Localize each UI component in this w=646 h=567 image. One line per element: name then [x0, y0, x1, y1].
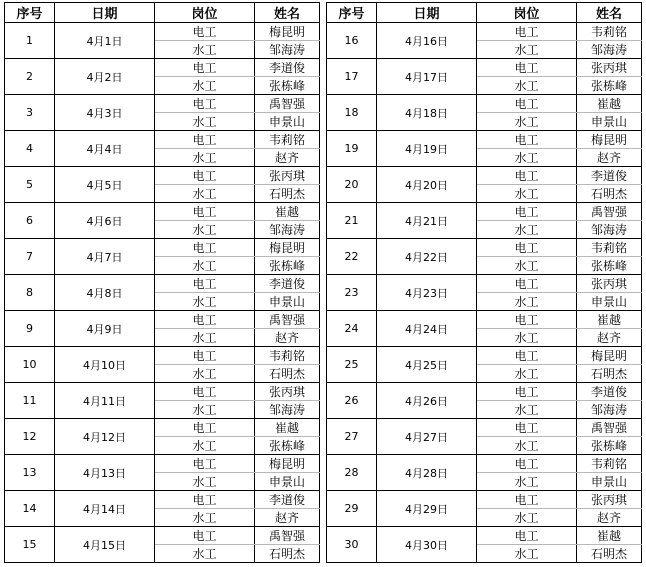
duty-person: 韦莉铭 [577, 23, 642, 41]
table-row [5, 455, 320, 473]
table-row [327, 347, 642, 365]
duty-post: 电工 [477, 167, 577, 185]
table-row [327, 131, 642, 149]
duty-post: 电工 [155, 527, 255, 545]
table-row [5, 347, 320, 365]
duty-post: 电工 [477, 491, 577, 509]
day-number: 26 [327, 383, 377, 419]
duty-person: 崔越 [255, 419, 320, 437]
duty-post: 电工 [155, 491, 255, 509]
duty-person: 申景山 [255, 293, 320, 311]
duty-person: 李道俊 [577, 167, 642, 185]
table-row [5, 311, 320, 329]
day-number: 25 [327, 347, 377, 383]
duty-post: 水工 [477, 41, 577, 59]
duty-post: 水工 [155, 329, 255, 347]
duty-post: 电工 [155, 419, 255, 437]
duty-person: 石明杰 [255, 185, 320, 203]
duty-person: 梅昆明 [255, 455, 320, 473]
duty-post: 电工 [155, 455, 255, 473]
duty-post: 电工 [477, 455, 577, 473]
duty-post: 电工 [155, 203, 255, 221]
duty-person: 申景山 [255, 473, 320, 491]
day-number: 9 [5, 311, 55, 347]
duty-person: 赵齐 [255, 329, 320, 347]
duty-roster-table-left [4, 2, 320, 563]
duty-date: 4月4日 [55, 131, 155, 167]
duty-person: 赵齐 [577, 329, 642, 347]
table-row [5, 419, 320, 437]
day-number: 29 [327, 491, 377, 527]
duty-date: 4月14日 [55, 491, 155, 527]
day-number: 20 [327, 167, 377, 203]
day-number: 23 [327, 275, 377, 311]
duty-post: 电工 [155, 347, 255, 365]
table-row [327, 419, 642, 437]
duty-post: 电工 [477, 275, 577, 293]
duty-person: 张栋峰 [577, 257, 642, 275]
duty-person: 邹海涛 [255, 41, 320, 59]
duty-person: 梅昆明 [255, 239, 320, 257]
day-number: 6 [5, 203, 55, 239]
header-name: 姓名 [255, 3, 320, 23]
duty-post: 水工 [155, 77, 255, 95]
duty-post: 水工 [477, 401, 577, 419]
duty-post: 水工 [477, 77, 577, 95]
duty-post: 电工 [155, 275, 255, 293]
header-name: 姓名 [577, 3, 642, 23]
duty-date: 4月21日 [377, 203, 477, 239]
roster-body [5, 23, 320, 563]
day-number: 27 [327, 419, 377, 455]
duty-post: 电工 [155, 383, 255, 401]
duty-post: 电工 [155, 311, 255, 329]
day-number: 19 [327, 131, 377, 167]
day-number: 24 [327, 311, 377, 347]
duty-person: 崔越 [577, 311, 642, 329]
duty-person: 邹海涛 [577, 221, 642, 239]
duty-person: 张丙琪 [577, 59, 642, 77]
table-row [5, 527, 320, 545]
duty-person: 石明杰 [255, 365, 320, 383]
duty-person: 禹智强 [255, 95, 320, 113]
table-row [5, 59, 320, 77]
duty-post: 电工 [477, 131, 577, 149]
duty-person: 石明杰 [577, 185, 642, 203]
day-number: 3 [5, 95, 55, 131]
duty-person: 邹海涛 [577, 401, 642, 419]
day-number: 1 [5, 23, 55, 59]
duty-person: 韦莉铭 [255, 347, 320, 365]
duty-person: 李道俊 [577, 383, 642, 401]
duty-date: 4月30日 [377, 527, 477, 563]
duty-post: 水工 [477, 149, 577, 167]
table-row [327, 239, 642, 257]
duty-person: 崔越 [577, 95, 642, 113]
duty-person: 韦莉铭 [577, 455, 642, 473]
table-row [327, 203, 642, 221]
duty-post: 电工 [477, 203, 577, 221]
table-row [327, 455, 642, 473]
duty-person: 张栋峰 [255, 77, 320, 95]
duty-post: 电工 [477, 347, 577, 365]
duty-date: 4月23日 [377, 275, 477, 311]
duty-date: 4月19日 [377, 131, 477, 167]
duty-post: 电工 [477, 311, 577, 329]
duty-post: 电工 [477, 383, 577, 401]
duty-person: 张栋峰 [577, 77, 642, 95]
duty-post: 水工 [477, 257, 577, 275]
duty-date: 4月28日 [377, 455, 477, 491]
duty-person: 李道俊 [255, 275, 320, 293]
table-row [5, 203, 320, 221]
day-number: 11 [5, 383, 55, 419]
duty-post: 水工 [155, 437, 255, 455]
duty-post: 电工 [155, 239, 255, 257]
duty-post: 电工 [477, 239, 577, 257]
duty-date: 4月13日 [55, 455, 155, 491]
duty-date: 4月27日 [377, 419, 477, 455]
duty-post: 水工 [477, 473, 577, 491]
duty-person: 邹海涛 [255, 221, 320, 239]
duty-person: 申景山 [577, 473, 642, 491]
table-row [5, 239, 320, 257]
duty-roster-table-right [326, 2, 642, 563]
table-row [5, 383, 320, 401]
day-number: 14 [5, 491, 55, 527]
duty-post: 水工 [155, 185, 255, 203]
duty-date: 4月17日 [377, 59, 477, 95]
day-number: 28 [327, 455, 377, 491]
duty-post: 电工 [155, 167, 255, 185]
duty-post: 电工 [155, 95, 255, 113]
duty-post: 水工 [155, 473, 255, 491]
duty-post: 水工 [477, 113, 577, 131]
roster-body [327, 23, 642, 563]
header-no: 序号 [327, 3, 377, 23]
duty-post: 水工 [477, 509, 577, 527]
day-number: 10 [5, 347, 55, 383]
duty-person: 禹智强 [577, 203, 642, 221]
duty-person: 赵齐 [255, 149, 320, 167]
header-post: 岗位 [155, 3, 255, 23]
day-number: 15 [5, 527, 55, 563]
duty-post: 水工 [155, 509, 255, 527]
table-row [5, 275, 320, 293]
duty-person: 张栋峰 [255, 257, 320, 275]
table-row [327, 527, 642, 545]
duty-date: 4月20日 [377, 167, 477, 203]
duty-person: 赵齐 [577, 509, 642, 527]
duty-post: 电工 [477, 95, 577, 113]
header-date: 日期 [55, 3, 155, 23]
duty-post: 电工 [477, 59, 577, 77]
day-number: 30 [327, 527, 377, 563]
day-number: 5 [5, 167, 55, 203]
duty-person: 赵齐 [577, 149, 642, 167]
duty-person: 石明杰 [255, 545, 320, 563]
table-row [327, 311, 642, 329]
duty-post: 水工 [155, 365, 255, 383]
duty-person: 张丙琪 [255, 383, 320, 401]
day-number: 12 [5, 419, 55, 455]
day-number: 18 [327, 95, 377, 131]
duty-person: 张栋峰 [255, 437, 320, 455]
duty-date: 4月25日 [377, 347, 477, 383]
duty-post: 电工 [477, 419, 577, 437]
duty-post: 电工 [477, 23, 577, 41]
duty-person: 张丙琪 [255, 167, 320, 185]
duty-post: 水工 [155, 41, 255, 59]
duty-date: 4月8日 [55, 275, 155, 311]
duty-date: 4月22日 [377, 239, 477, 275]
table-row [5, 23, 320, 41]
duty-person: 邹海涛 [577, 41, 642, 59]
duty-date: 4月15日 [55, 527, 155, 563]
table-row [327, 95, 642, 113]
duty-post: 水工 [155, 221, 255, 239]
day-number: 17 [327, 59, 377, 95]
table-row [327, 275, 642, 293]
duty-post: 水工 [155, 545, 255, 563]
duty-date: 4月26日 [377, 383, 477, 419]
duty-person: 崔越 [255, 203, 320, 221]
duty-post: 水工 [155, 149, 255, 167]
duty-post: 水工 [155, 401, 255, 419]
duty-person: 申景山 [255, 113, 320, 131]
duty-date: 4月10日 [55, 347, 155, 383]
duty-person: 张栋峰 [577, 437, 642, 455]
duty-person: 申景山 [577, 293, 642, 311]
header-row [5, 3, 320, 23]
duty-person: 李道俊 [255, 59, 320, 77]
day-number: 7 [5, 239, 55, 275]
day-number: 4 [5, 131, 55, 167]
duty-post: 电工 [477, 527, 577, 545]
day-number: 2 [5, 59, 55, 95]
duty-date: 4月3日 [55, 95, 155, 131]
duty-post: 电工 [155, 131, 255, 149]
duty-post: 水工 [477, 185, 577, 203]
header-no: 序号 [5, 3, 55, 23]
duty-person: 韦莉铭 [577, 239, 642, 257]
duty-person: 禹智强 [255, 527, 320, 545]
table-row [327, 59, 642, 77]
duty-person: 张丙琪 [577, 491, 642, 509]
duty-person: 张丙琪 [577, 275, 642, 293]
table-row [5, 95, 320, 113]
duty-post: 水工 [155, 257, 255, 275]
duty-date: 4月24日 [377, 311, 477, 347]
duty-person: 崔越 [577, 527, 642, 545]
duty-person: 梅昆明 [577, 347, 642, 365]
table-row [5, 491, 320, 509]
day-number: 16 [327, 23, 377, 59]
duty-date: 4月1日 [55, 23, 155, 59]
duty-date: 4月7日 [55, 239, 155, 275]
day-number: 13 [5, 455, 55, 491]
header-post: 岗位 [477, 3, 577, 23]
duty-date: 4月5日 [55, 167, 155, 203]
duty-post: 水工 [477, 365, 577, 383]
duty-person: 禹智强 [577, 419, 642, 437]
table-row [327, 491, 642, 509]
duty-person: 石明杰 [577, 545, 642, 563]
duty-person: 禹智强 [255, 311, 320, 329]
duty-person: 梅昆明 [577, 131, 642, 149]
duty-person: 石明杰 [577, 365, 642, 383]
day-number: 22 [327, 239, 377, 275]
duty-person: 赵齐 [255, 509, 320, 527]
duty-date: 4月11日 [55, 383, 155, 419]
duty-date: 4月29日 [377, 491, 477, 527]
table-row [327, 167, 642, 185]
duty-post: 电工 [155, 23, 255, 41]
duty-post: 水工 [155, 293, 255, 311]
duty-post: 水工 [155, 113, 255, 131]
day-number: 21 [327, 203, 377, 239]
table-row [327, 383, 642, 401]
duty-post: 水工 [477, 221, 577, 239]
duty-person: 梅昆明 [255, 23, 320, 41]
duty-date: 4月2日 [55, 59, 155, 95]
day-number: 8 [5, 275, 55, 311]
duty-person: 韦莉铭 [255, 131, 320, 149]
duty-date: 4月6日 [55, 203, 155, 239]
duty-date: 4月16日 [377, 23, 477, 59]
duty-date: 4月12日 [55, 419, 155, 455]
duty-person: 邹海涛 [255, 401, 320, 419]
duty-date: 4月18日 [377, 95, 477, 131]
duty-person: 申景山 [577, 113, 642, 131]
table-row [327, 23, 642, 41]
duty-date: 4月9日 [55, 311, 155, 347]
table-row [5, 167, 320, 185]
duty-post: 电工 [155, 59, 255, 77]
duty-post: 水工 [477, 329, 577, 347]
header-row [327, 3, 642, 23]
duty-post: 水工 [477, 437, 577, 455]
header-date: 日期 [377, 3, 477, 23]
duty-post: 水工 [477, 293, 577, 311]
duty-post: 水工 [477, 545, 577, 563]
duty-person: 李道俊 [255, 491, 320, 509]
table-row [5, 131, 320, 149]
